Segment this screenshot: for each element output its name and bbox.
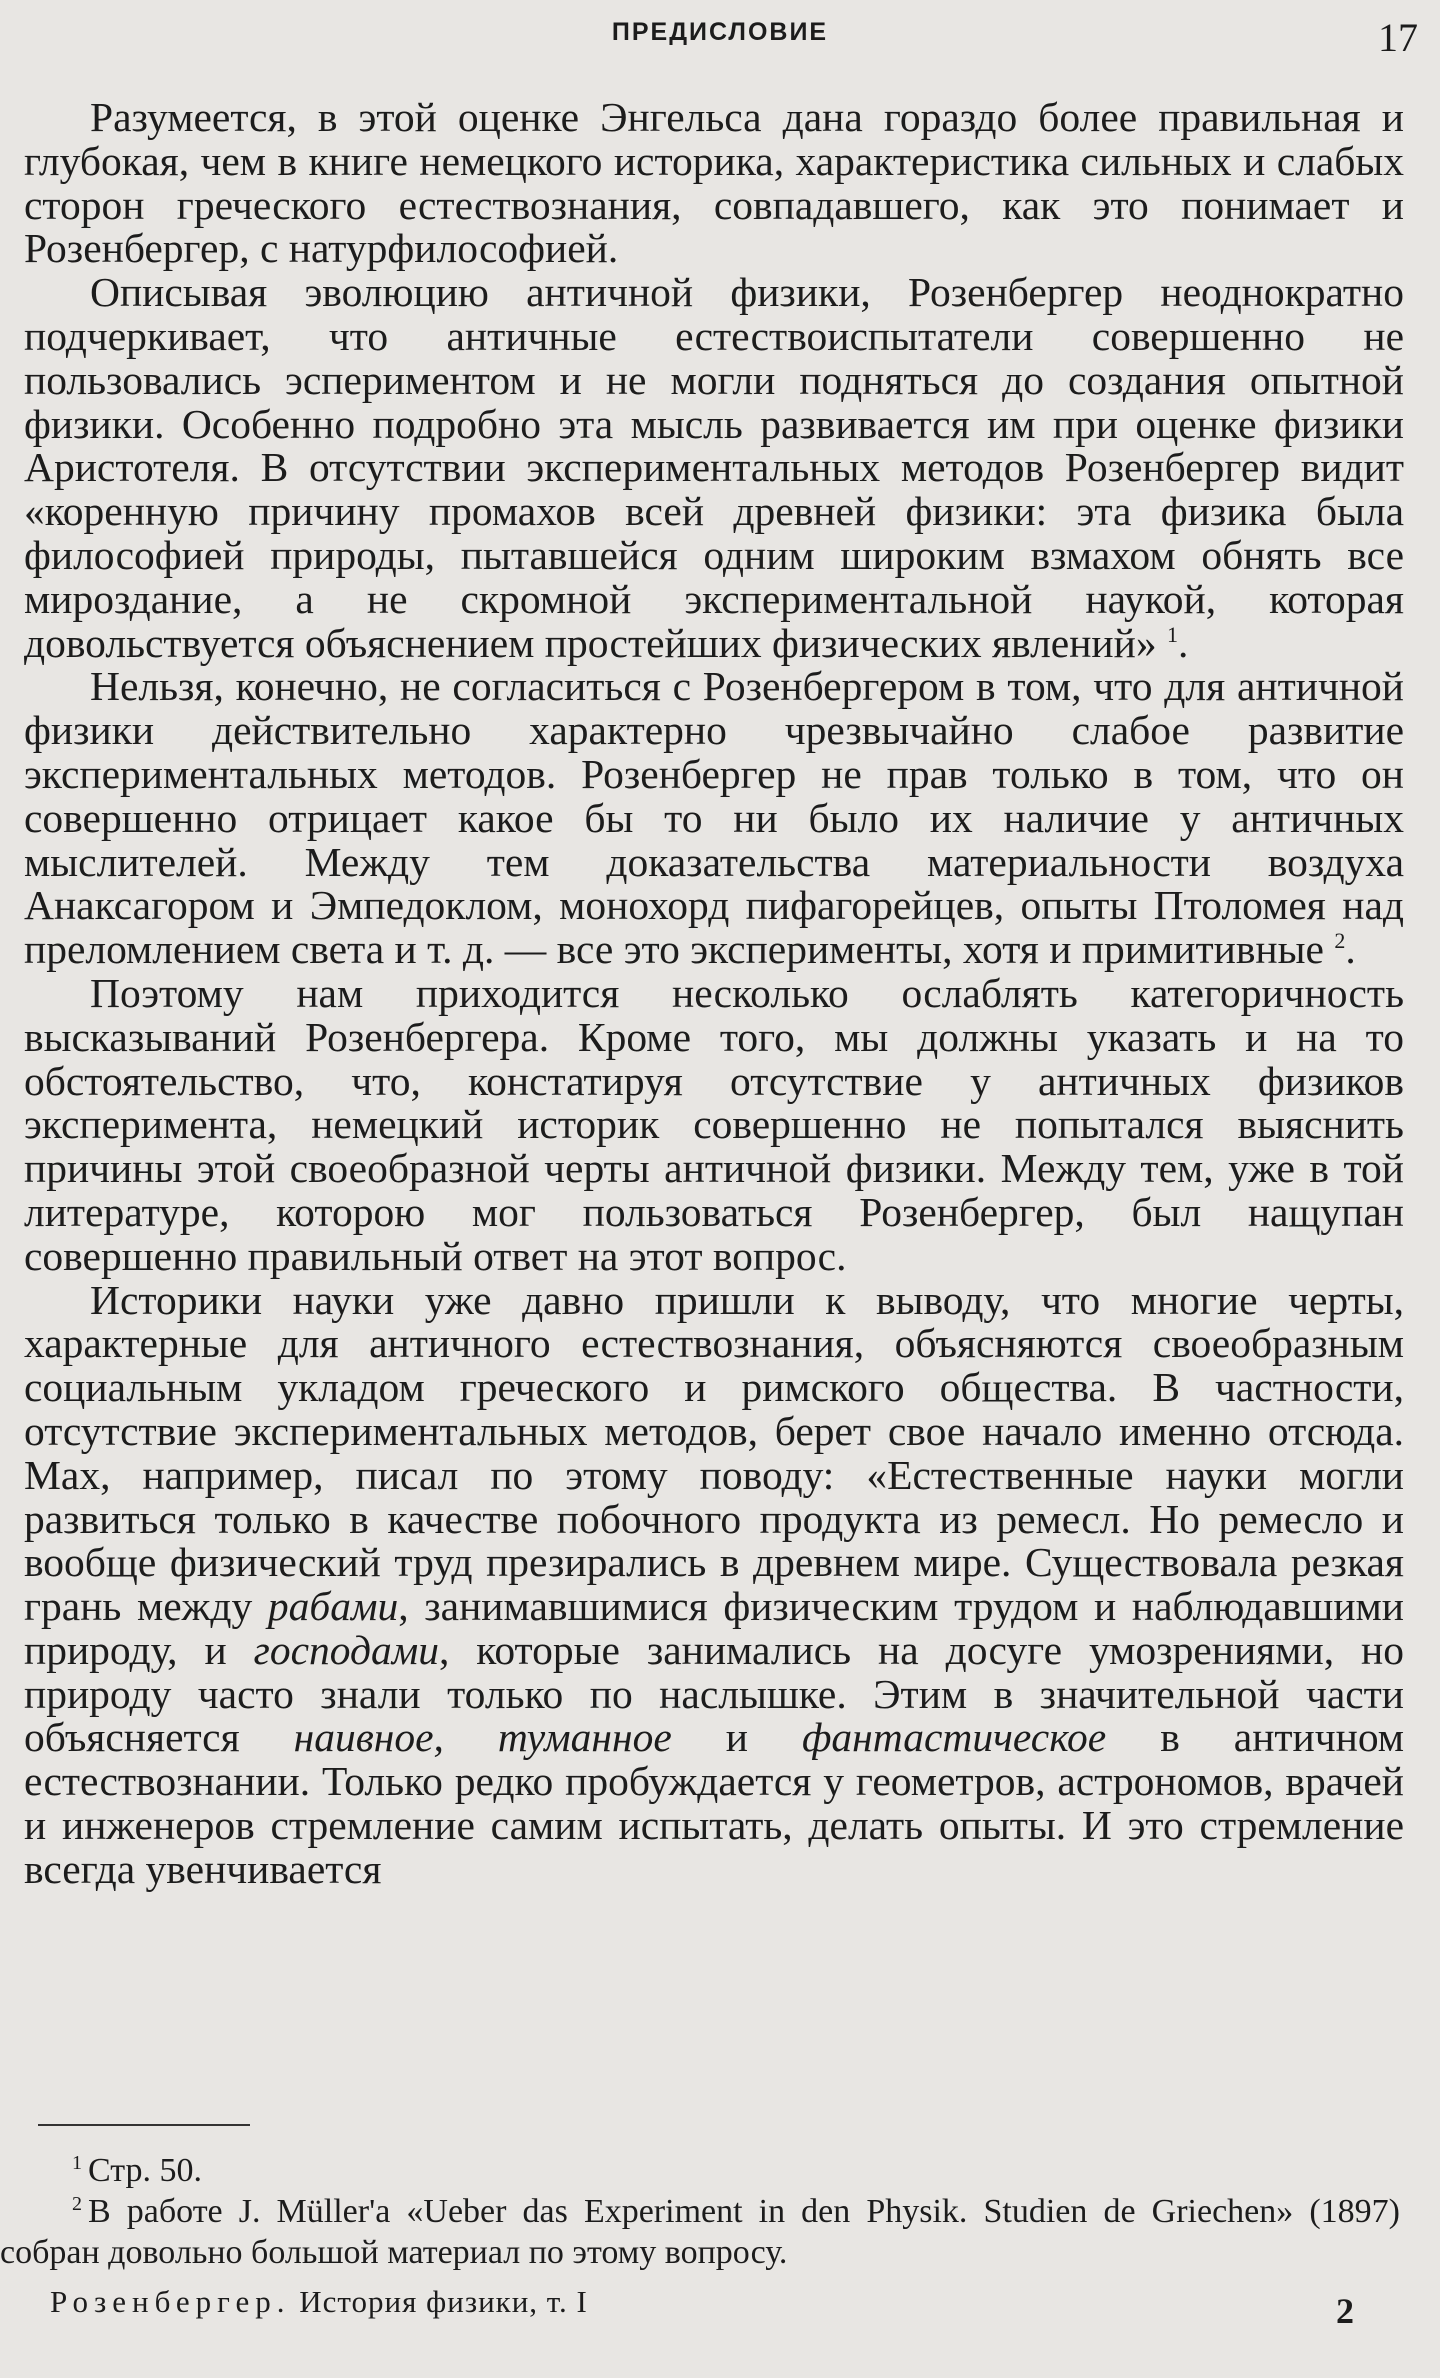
paragraph-3-text: Нельзя, конечно, не согласиться с Розенбергером в том, что для античной физики действительно характерно чрезвычайно слабое развитие экспериментальных методов. Розенбергер не прав только в том, что он совершенно отрицает какое бы то ни было их наличие у античных мыслителей. Между тем доказательства материальности воздуха Анаксагором и Эмпедоклом, монохорд пифагорейцев, опыты Птоломея над преломлением света и т. д. — все это эксперименты, хотя и примитивные xyxy=(24,663,1404,973)
paragraph-5-part-a: Историки науки уже давно пришли к выводу, что многие черты, характерные для античного естествознания, объясняются своеобразным социальным укладом греческого и римского общества. В частности, отсутствие экспериментальных методов, берет свое начало именно отсюда. Мах, например, писал по этому поводу: «Естественные науки могли развиться только в качестве побочного продукта из ремесл. Но ремесло и вообще физический труд презирались в древнем мире. Существовала резкая грань между xyxy=(24,1276,1404,1630)
paragraph-2 xyxy=(24,271,1404,665)
emphasis-fantastic: фантастическое xyxy=(801,1714,1107,1761)
body-text xyxy=(24,96,1404,1892)
paragraph-5-part-d: и xyxy=(725,1714,748,1761)
paragraph-5-part-c: , которые занимались на досуге умозрениями, но природу часто знали только по наслышке. Этим в значительной части объясняется xyxy=(24,1626,1404,1761)
footnote-rule xyxy=(38,2124,250,2126)
footnote-ref-1: 1 xyxy=(1166,621,1178,647)
footnote-1-text: Стр. 50. xyxy=(88,2152,203,2189)
emphasis-masters: господами xyxy=(253,1626,439,1673)
footnote-2-text: В работе J. Müller'а «Ueber das Experiment in den Physik. Studien de Griechen» (1897) собран довольно большой материал по этому вопросу. xyxy=(0,2193,1400,2271)
signature-title: История физики, т. I xyxy=(299,2284,588,2319)
emphasis-naive: наивное, туманное xyxy=(293,1714,672,1761)
footnote-1 xyxy=(0,2150,1400,2191)
signature-author: Розенбергер. xyxy=(50,2284,291,2319)
footnote-ref-2: 2 xyxy=(1334,928,1346,954)
footnote-2-mark: 2 xyxy=(72,2192,82,2215)
paragraph-3 xyxy=(24,665,1404,972)
footnote-1-mark: 1 xyxy=(72,2151,82,2174)
paragraph-2-text: Описывая эволюцию античной физики, Розенбергер неоднократно подчеркивает, что античные естествоиспытатели совершенно не пользовались эспериментом и не могли подняться до создания опытной физики. Особенно подробно эта мысль развивается им при оценке физики Аристотеля. В отсутствии экспериментальных методов Розенбергер видит «коренную причину промахов всей древней физики: эта физика была философией природы, пытавшейся одним широким взмахом обнять все мироздание, а не скромной экспериментальной наукой, которая довольствуется объяснением простейших физических явлений» xyxy=(24,269,1404,666)
footnote-2 xyxy=(0,2191,1400,2273)
page-number: 17 xyxy=(1378,15,1418,60)
paragraph-4-text: Поэтому нам приходится несколько ослаблять категоричность высказываний Розенбергера. Кроме того, мы должны указать и на то обстоятельство, что, констатируя отсутствие у античных физиков эксперимента, немецкий историк совершенно не попытался выяснить причины этой своеобразной черты античной физики. Между тем, уже в той литературе, которою мог пользоваться Розенбергер, был нащупан совершенно правильный ответ на этот вопрос. xyxy=(24,969,1404,1279)
paragraph-5-part-b: , занимавшимися физическим трудом и наблюдавшими природу, и xyxy=(24,1583,1405,1673)
paragraph-3-end: . xyxy=(1345,926,1356,973)
signature-line xyxy=(50,2284,588,2320)
paragraph-1-text: Разумеется, в этой оценке Энгельса дана гораздо более правильная и глубокая, чем в книге немецкого историка, характеристика сильных и слабых сторон греческого естествознания, совпадавшего, как это понимает и Розенбергер, с натурфилософией. xyxy=(24,94,1404,272)
paragraph-5-part-e: в античном естествознании. Только редко пробуждается у геометров, астрономов, врачей и инженеров стремление самим испытать, делать опыты. И это стремление всегда увенчивается xyxy=(24,1714,1405,1892)
footnotes xyxy=(0,2150,1400,2273)
paragraph-2-end: . xyxy=(1177,619,1189,666)
emphasis-slaves: рабами xyxy=(267,1583,399,1630)
paragraph-4 xyxy=(24,969,1404,1279)
paragraph-1 xyxy=(24,96,1404,271)
paragraph-5 xyxy=(24,1276,1405,1892)
running-title: ПРЕДИСЛОВИЕ xyxy=(611,18,829,46)
sheet-number: 2 xyxy=(1336,2291,1354,2331)
running-head xyxy=(0,14,1440,60)
